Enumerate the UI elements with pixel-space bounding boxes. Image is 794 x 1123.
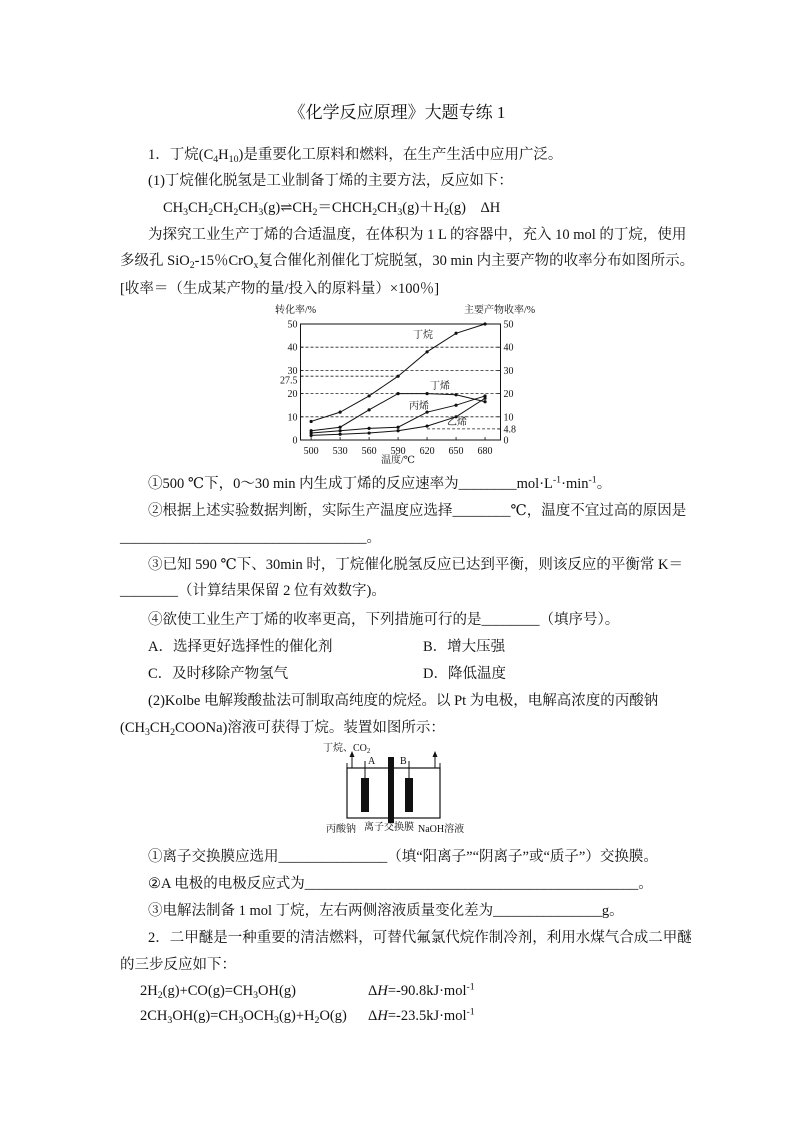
superscript: -1: [552, 474, 562, 486]
subscript: 2: [314, 1014, 320, 1026]
yield-definition: [收率＝（生成某产物的量/投入的原料量）×100％]: [120, 281, 440, 297]
series-1-point: [425, 350, 428, 353]
right-axis-tick-label: 20: [503, 389, 514, 401]
left-axis-label: 转化率/%: [275, 305, 317, 316]
electrode-b: [405, 778, 413, 812]
question-1-2-c: ③电解法制备 1 mol 丁烷，左右两侧溶液质量变化差为_______________g。: [148, 903, 624, 919]
subscript: 3: [144, 726, 150, 738]
series-4-point: [310, 434, 313, 437]
page-title: 《化学反应原理》大题专练 1: [288, 103, 506, 122]
yield-distribution-chart: [260, 300, 540, 472]
subscript: 3: [183, 206, 189, 218]
question-2-intro-line-1: 2．二甲醚是一种重要的清洁燃料，可替代氟氯代烷作制冷剂，利用水煤气合成二甲醚: [148, 930, 692, 946]
part-1-text-line-2: 多级孔 SiO$_2$-15％CrO$_x$复合催化剂催化丁烷脱氢，30 min 内主要产物的收率分布如图所示。: [120, 253, 695, 271]
series-3-point: [367, 427, 370, 430]
subscript: x: [253, 259, 259, 271]
subscript: 3: [258, 206, 264, 218]
question-2-intro-line-2: 的三步反应如下：: [120, 957, 236, 973]
option-b: B．增大压强: [423, 639, 506, 655]
ion-exchange-membrane: [388, 757, 394, 823]
right-axis-label: 主要产物收率/%: [464, 305, 536, 316]
part-2-text-line-1: (2)Kolbe 电解羧酸盐法可制取高纯度的烷烃。以 Pt 为电极，电解高浓度的丙酸钠: [148, 693, 659, 709]
series-label-1: 丁烷: [413, 330, 433, 341]
part-1-text-line-1: 为探究工业生产丁烯的合适温度，在体积为 1 L 的容器中，充入 10 mol 的丁烷，使用: [148, 227, 687, 243]
option-d: D．降低温度: [423, 666, 506, 682]
subscript: 3: [238, 1014, 244, 1026]
subscript: 2: [372, 206, 378, 218]
reaction-2-equation: $2CH_3OH(g)=CH_3OCH_3(g)+H_2O(g)$: [140, 1008, 347, 1026]
part-1-intro: (1)丁烷催化脱氢是工业制备丁烯的主要方法，反应如下：: [148, 173, 513, 189]
left-axis-tick-label: 0: [292, 435, 298, 447]
question-1-1-b-line-2: __________________________________。: [120, 530, 381, 546]
series-line-1: [311, 324, 485, 421]
dehydrogenation-equation: $CH_3CH_2CH_2CH_3(g)\rightleftharpoons CH_2=CHCH_2CH_3(g)+H_2(g)$ ΔH: [163, 200, 501, 218]
question-1-intro: 1．丁烷$(C_4H_{10})$是重要化工原料和燃料，在生产生活中应用广泛。: [148, 147, 563, 165]
subscript: 10: [228, 153, 239, 165]
subscript: 4: [213, 153, 219, 165]
series-4-point: [339, 433, 342, 436]
left-axis-tick-label: 27.5: [280, 375, 298, 387]
series-4-point: [367, 431, 370, 434]
right-axis-tick-label: 30: [503, 365, 514, 377]
series-2-point: [396, 392, 399, 395]
question-1-1-a: ①500 ℃下，0～30 min 内生成丁烯的反应速率为$\_\_\_\_\_\_\_\_mol\cdot L^{-1}\cdot\min^{-1}$。: [148, 474, 612, 492]
subscript: 2: [189, 259, 195, 271]
membrane-label: 离子交换膜: [364, 822, 414, 833]
series-1-point: [483, 322, 486, 325]
subscript: 2: [157, 989, 163, 1001]
gas-product-label: 丁烷、$CO_2$: [323, 743, 371, 756]
series-3-point: [454, 404, 457, 407]
series-4-point: [425, 424, 428, 427]
left-axis-tick-label: 30: [287, 365, 298, 377]
question-1-2-b: ②A 电极的电极反应式为______________________________________________。: [148, 876, 653, 892]
right-solution-label: NaOH溶液: [418, 824, 465, 835]
plot-frame: [301, 324, 501, 440]
electrode-b-label: B: [400, 756, 407, 767]
question-1-1-c-line-1: ③已知 590 ℃下、30min 时，丁烷催化脱氢反应已达到平衡，则该反应的平衡常 K＝: [148, 557, 683, 573]
series-4-point: [396, 429, 399, 432]
part-2-text-line-2: $(CH_3CH_2COONa)$溶液可获得丁烷。装置如图所示：: [120, 720, 445, 738]
x-axis-tick-label: 620: [419, 446, 435, 457]
superscript: -1: [466, 1006, 475, 1018]
series-2-point: [425, 392, 428, 395]
series-1-point: [310, 420, 313, 423]
series-2-point: [483, 400, 486, 403]
subscript: 3: [253, 989, 259, 1001]
series-4-point: [483, 397, 486, 400]
question-1-1-d: ④欲使工业生产丁烯的收率更高，下列措施可行的是________（填序号）。: [148, 612, 620, 628]
series-1-point: [396, 375, 399, 378]
series-2-point: [367, 408, 370, 411]
series-label-2: 丁烯: [430, 381, 450, 392]
x-axis-label: 温度/℃: [381, 455, 415, 466]
superscript: -1: [466, 981, 475, 993]
electrode-a: [361, 778, 369, 812]
subscript: 2: [366, 748, 371, 756]
question-1-1-c-line-2: ________（计算结果保留 2 位有效数字)。: [120, 583, 386, 599]
right-axis-tick-label: 40: [503, 342, 514, 354]
question-1-2-a: ①离子交换膜应选用_______________（填“阳离子”“阴离子”或“质子”）交换膜。: [148, 849, 658, 865]
series-3-point: [396, 426, 399, 429]
option-c: C．及时移除产物氢气: [148, 666, 289, 682]
subscript: 2: [208, 206, 214, 218]
italic-symbol: H: [377, 1008, 388, 1024]
subscript: 2: [444, 206, 450, 218]
x-axis-tick-label: 560: [361, 446, 377, 457]
reaction-2-enthalpy: ΔH=-23.5kJ·mol$^{-1}$: [368, 1006, 475, 1024]
series-2-point: [454, 393, 457, 396]
left-axis-tick-label: 20: [287, 389, 298, 401]
reaction-1-equation: $2H_2(g)+CO(g)=CH_3OH(g)$: [140, 983, 296, 1001]
x-axis-tick-label: 590: [390, 446, 406, 457]
option-a: A．选择更好选择性的催化剂: [148, 639, 333, 655]
series-label-3: 丙烯: [409, 401, 429, 412]
subscript: 2: [312, 206, 318, 218]
italic-symbol: H: [377, 983, 388, 999]
series-2-point: [339, 426, 342, 429]
x-axis-tick-label: 650: [448, 446, 464, 457]
right-axis-tick-label: 4.8: [503, 424, 516, 436]
subscript: 2: [233, 206, 239, 218]
reaction-1-enthalpy: ΔH=-90.8kJ·mol$^{-1}$: [368, 981, 475, 999]
right-axis-tick-label: 0: [503, 435, 509, 447]
series-3-point: [339, 429, 342, 432]
subscript: 3: [167, 1014, 173, 1026]
x-axis-tick-label: 680: [477, 446, 493, 457]
left-axis-tick-label: 10: [287, 412, 298, 424]
left-axis-tick-label: 50: [287, 319, 298, 331]
series-1-point: [339, 411, 342, 414]
x-axis-tick-label: 530: [332, 446, 348, 457]
subscript: 3: [397, 206, 403, 218]
series-1-point: [454, 332, 457, 335]
electrode-a-label: A: [368, 756, 376, 767]
question-1-1-b-line-1: ②根据上述实验数据判断，实际生产温度应选择________℃，温度不宜过高的原因是: [148, 503, 687, 519]
series-1-point: [367, 394, 370, 397]
right-axis-tick-label: 10: [503, 412, 514, 424]
left-solution-label: 丙酸钠: [326, 824, 356, 835]
x-axis-tick-label: 500: [303, 446, 319, 457]
subscript: 3: [274, 1014, 279, 1026]
superscript: -1: [588, 474, 597, 486]
subscript: 2: [170, 726, 175, 738]
right-axis-tick-label: 50: [503, 319, 514, 331]
series-label-4: 乙烯: [447, 417, 467, 428]
left-axis-tick-label: 40: [287, 342, 298, 354]
right-outlet-arrow-icon: [433, 751, 438, 757]
